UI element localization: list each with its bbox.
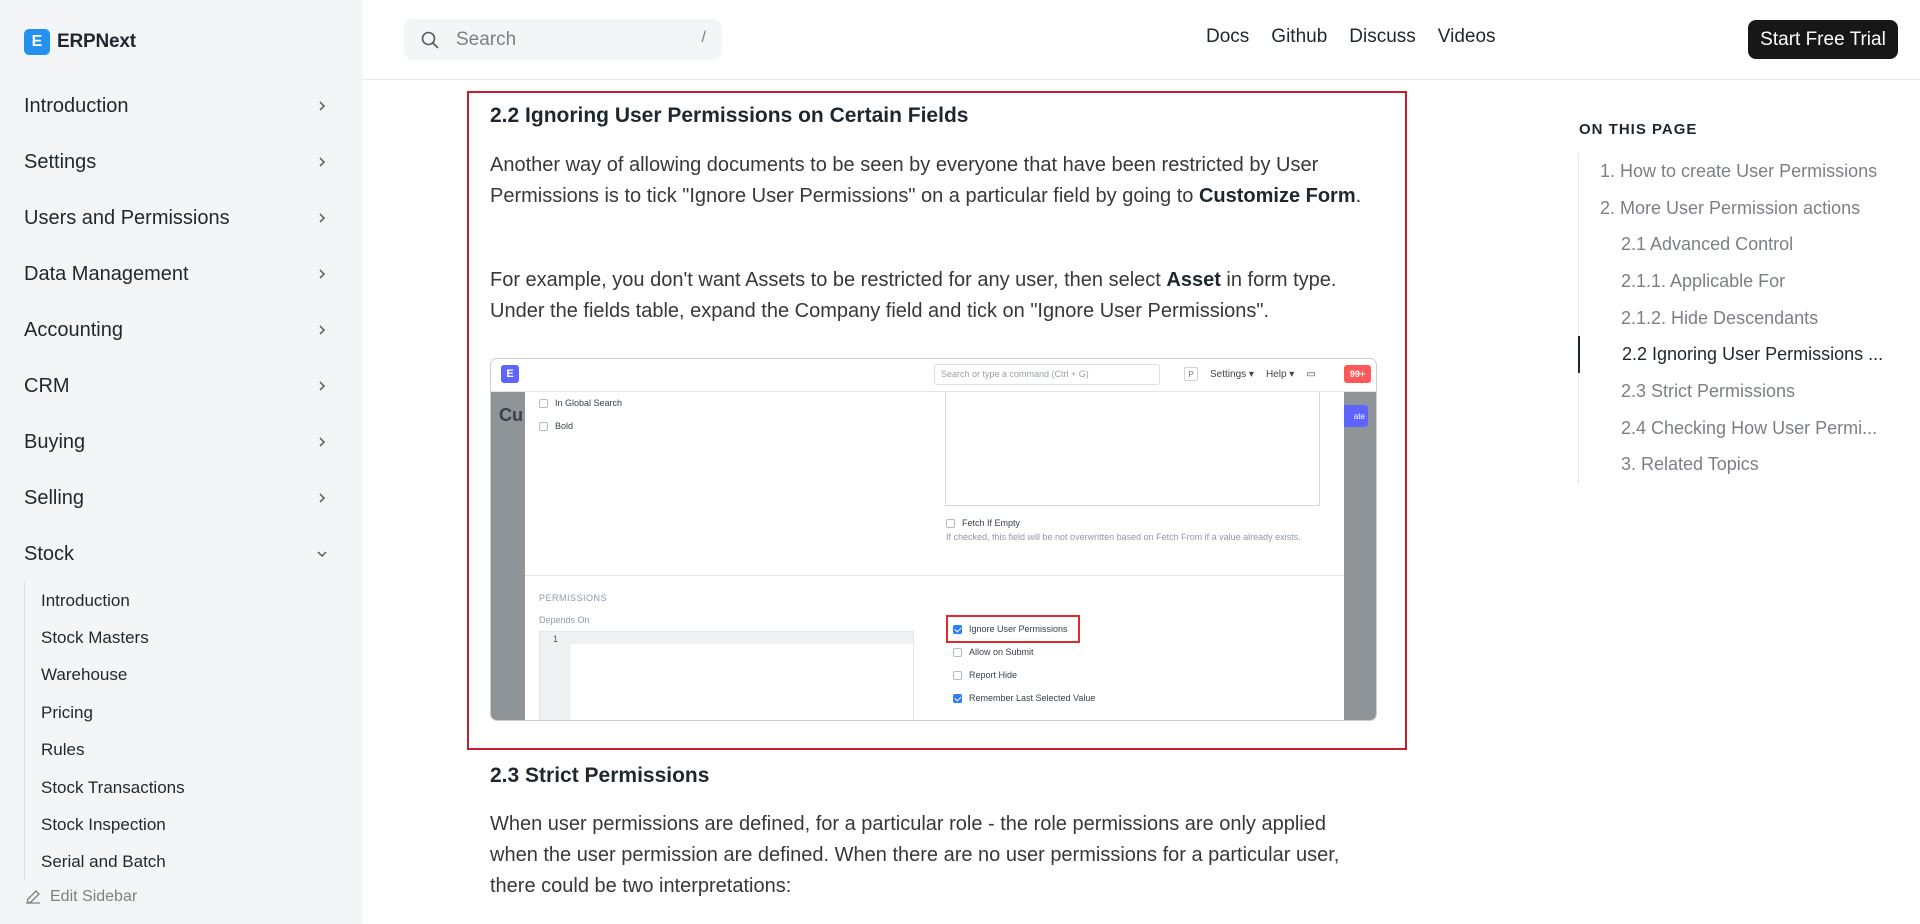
customize-form-screenshot	[490, 358, 1377, 721]
pencil-icon	[24, 888, 42, 906]
chevron-right-icon	[316, 100, 328, 112]
chevron-right-icon	[316, 324, 328, 336]
chevron-right-icon	[316, 492, 328, 504]
erpnext-logo-icon: E	[24, 29, 50, 55]
sidebar-item-introduction[interactable]	[0, 78, 362, 134]
screenshot-search: Search or type a command (Ctrl + G)	[934, 364, 1160, 385]
sidebar-subitem-rules[interactable]: Rules	[41, 740, 85, 760]
sidebar-subitem-introduction[interactable]: Introduction	[41, 590, 130, 610]
sidebar-subitem-stock-inspection[interactable]: Stock Inspection	[41, 815, 166, 835]
section-title-2-2: 2.2 Ignoring User Permissions on Certain Fields	[490, 104, 969, 127]
search-box[interactable]	[404, 19, 722, 60]
chevron-right-icon	[316, 268, 328, 280]
screenshot-chat-icon: ▭	[1306, 368, 1316, 380]
sidebar-item-buying[interactable]	[0, 414, 362, 470]
edit-sidebar-label: Edit Sidebar	[50, 888, 138, 905]
paragraph-text: in form type. Under the fields table, expand the Company field and tick on "Ignore User Permissions".	[490, 269, 1337, 322]
screenshot-menu-help: Help ▾	[1265, 368, 1295, 380]
checkbox-checked-icon	[953, 694, 962, 703]
toc-item[interactable]: 2.4 Checking How User Permi...	[1621, 417, 1878, 438]
chevron-right-icon	[316, 212, 328, 224]
toc-item[interactable]: 3. Related Topics	[1621, 454, 1759, 475]
brand-name: ERPNext	[57, 31, 136, 52]
toc-item[interactable]: 2.3 Strict Permissions	[1621, 380, 1796, 401]
screenshot-navbar	[491, 359, 1377, 392]
checkbox-checked-icon	[953, 625, 962, 634]
sidebar-item-label: Settings	[24, 150, 97, 173]
sidebar-item-users-and-permissions[interactable]	[0, 190, 362, 246]
chevron-down-icon	[316, 548, 328, 560]
table-of-contents	[1578, 153, 1920, 483]
chevron-right-icon	[316, 436, 328, 448]
section-title-2-3: 2.3 Strict Permissions	[490, 764, 710, 787]
screenshot-code-line	[571, 632, 913, 644]
toc-title: ON THIS PAGE	[1579, 121, 1698, 138]
toc-item[interactable]: 2.1 Advanced Control	[1621, 234, 1794, 255]
toc-item[interactable]: 2.1.2. Hide Descendants	[1621, 307, 1819, 328]
sidebar-item-label: Stock	[24, 542, 75, 565]
search-icon	[420, 30, 440, 50]
toc-item[interactable]: 1. How to create User Permissions	[1600, 160, 1878, 181]
screenshot-notification-badge: 99+	[1344, 365, 1371, 383]
check-label: Bold	[555, 421, 574, 431]
asset-emphasis: Asset	[1166, 269, 1221, 291]
screenshot-check-allow-on-submit	[953, 647, 1034, 657]
screenshot-check-global-search	[539, 398, 622, 408]
topbar	[362, 0, 1920, 80]
sidebar-item-selling[interactable]	[0, 470, 362, 526]
screenshot-page-title: Cu	[499, 405, 523, 425]
checkbox-icon	[539, 399, 548, 408]
sidebar-item-settings[interactable]	[0, 134, 362, 190]
sidebar-item-label: Selling	[24, 486, 85, 509]
screenshot-check-bold	[539, 421, 573, 431]
screenshot-field-panel	[525, 392, 1344, 721]
screenshot-fetch-help: If checked, this field will be not overwritten based on Fetch From if a value already exists.	[946, 532, 1301, 542]
screenshot-backdrop-right	[1344, 392, 1377, 721]
check-label: Ignore User Permissions	[969, 624, 1068, 634]
sidebar-item-label: Buying	[24, 430, 86, 453]
top-links	[1206, 26, 1496, 48]
sidebar-item-data-management[interactable]	[0, 246, 362, 302]
checkbox-icon	[946, 519, 955, 528]
sidebar-nav	[0, 78, 362, 881]
link-discuss[interactable]: Discuss	[1349, 26, 1416, 47]
edit-sidebar-link[interactable]	[24, 888, 137, 906]
checkbox-icon	[539, 422, 548, 431]
screenshot-depends-on-label: Depends On	[539, 615, 590, 625]
check-label: Report Hide	[969, 670, 1018, 680]
screenshot-line-number: 1	[540, 632, 571, 721]
screenshot-menu-settings: Settings ▾	[1210, 368, 1254, 380]
stock-subnav	[24, 582, 362, 881]
screenshot-check-fetch-if-empty	[946, 518, 1020, 528]
toc-item[interactable]: 2. More User Permission actions	[1600, 197, 1861, 218]
screenshot-update-button: ate	[1344, 405, 1368, 427]
sidebar-subitem-pricing[interactable]: Pricing	[41, 702, 93, 722]
screenshot-check-report-hide	[953, 670, 1017, 680]
screenshot-divider	[525, 575, 1344, 576]
screenshot-backdrop-left	[491, 392, 525, 721]
sidebar-item-label: Data Management	[24, 262, 189, 285]
link-videos[interactable]: Videos	[1437, 26, 1496, 47]
paragraph-text: .	[1355, 185, 1362, 207]
sidebar-subitem-stock-masters[interactable]: Stock Masters	[41, 628, 149, 648]
toc-item-active[interactable]: 2.2 Ignoring User Permissions ...	[1578, 336, 1920, 373]
sidebar	[0, 0, 362, 924]
paragraph-text: Another way of allowing documents to be seen by everyone that have been restricted by User Permissions is to tick "Ignore User Permissions" on a particular field by going to	[490, 154, 1319, 207]
paragraph-example	[490, 265, 1390, 327]
chevron-right-icon	[316, 156, 328, 168]
link-github[interactable]: Github	[1271, 26, 1328, 47]
sidebar-subitem-stock-transactions[interactable]: Stock Transactions	[41, 777, 185, 797]
sidebar-item-label: Users and Permissions	[24, 206, 230, 229]
sidebar-subitem-serial-and-batch[interactable]: Serial and Batch	[41, 852, 166, 872]
paragraph-strict-permissions: When user permissions are defined, for a particular role - the role permissions are only applied when the user permission are defined. When there are no user permissions for a particular user, there could be two interpretations:	[490, 813, 1340, 897]
screenshot-code-editor	[539, 631, 914, 721]
sidebar-item-stock[interactable]	[0, 526, 362, 582]
screenshot-textarea	[945, 392, 1320, 506]
search-input[interactable]	[456, 29, 676, 51]
check-label: Remember Last Selected Value	[969, 693, 1096, 703]
start-free-trial-button[interactable]: Start Free Trial	[1748, 20, 1898, 59]
search-shortcut-hint: /	[701, 29, 706, 46]
checkbox-icon	[953, 648, 962, 657]
paragraph-ignore-permissions	[490, 150, 1390, 212]
screenshot-check-remember-last	[953, 693, 1095, 703]
sidebar-item-label: Accounting	[24, 318, 123, 341]
paragraph-text: For example, you don't want Assets to be restricted for any user, then select	[490, 269, 1167, 291]
sidebar-item-label: CRM	[24, 374, 70, 397]
sidebar-item-accounting[interactable]	[0, 302, 362, 358]
check-label: Fetch If Empty	[962, 518, 1021, 528]
sidebar-item-label: Introduction	[24, 94, 129, 117]
sidebar-subitem-warehouse[interactable]: Warehouse	[41, 665, 128, 685]
check-label: In Global Search	[555, 398, 623, 408]
brand[interactable]	[24, 29, 136, 55]
link-docs[interactable]: Docs	[1206, 26, 1250, 47]
screenshot-logo-icon: E	[501, 365, 519, 383]
screenshot-check-ignore-user-permissions	[953, 624, 1068, 634]
customize-form-emphasis: Customize Form	[1198, 185, 1356, 207]
checkbox-icon	[953, 671, 962, 680]
chevron-right-icon	[316, 380, 328, 392]
sidebar-item-crm[interactable]	[0, 358, 362, 414]
check-label: Allow on Submit	[969, 647, 1034, 657]
screenshot-permissions-heading: PERMISSIONS	[539, 593, 608, 603]
screenshot-menu	[1184, 367, 1316, 381]
screenshot-avatar: P	[1184, 367, 1198, 381]
toc-item[interactable]: 2.1.1. Applicable For	[1621, 270, 1786, 291]
